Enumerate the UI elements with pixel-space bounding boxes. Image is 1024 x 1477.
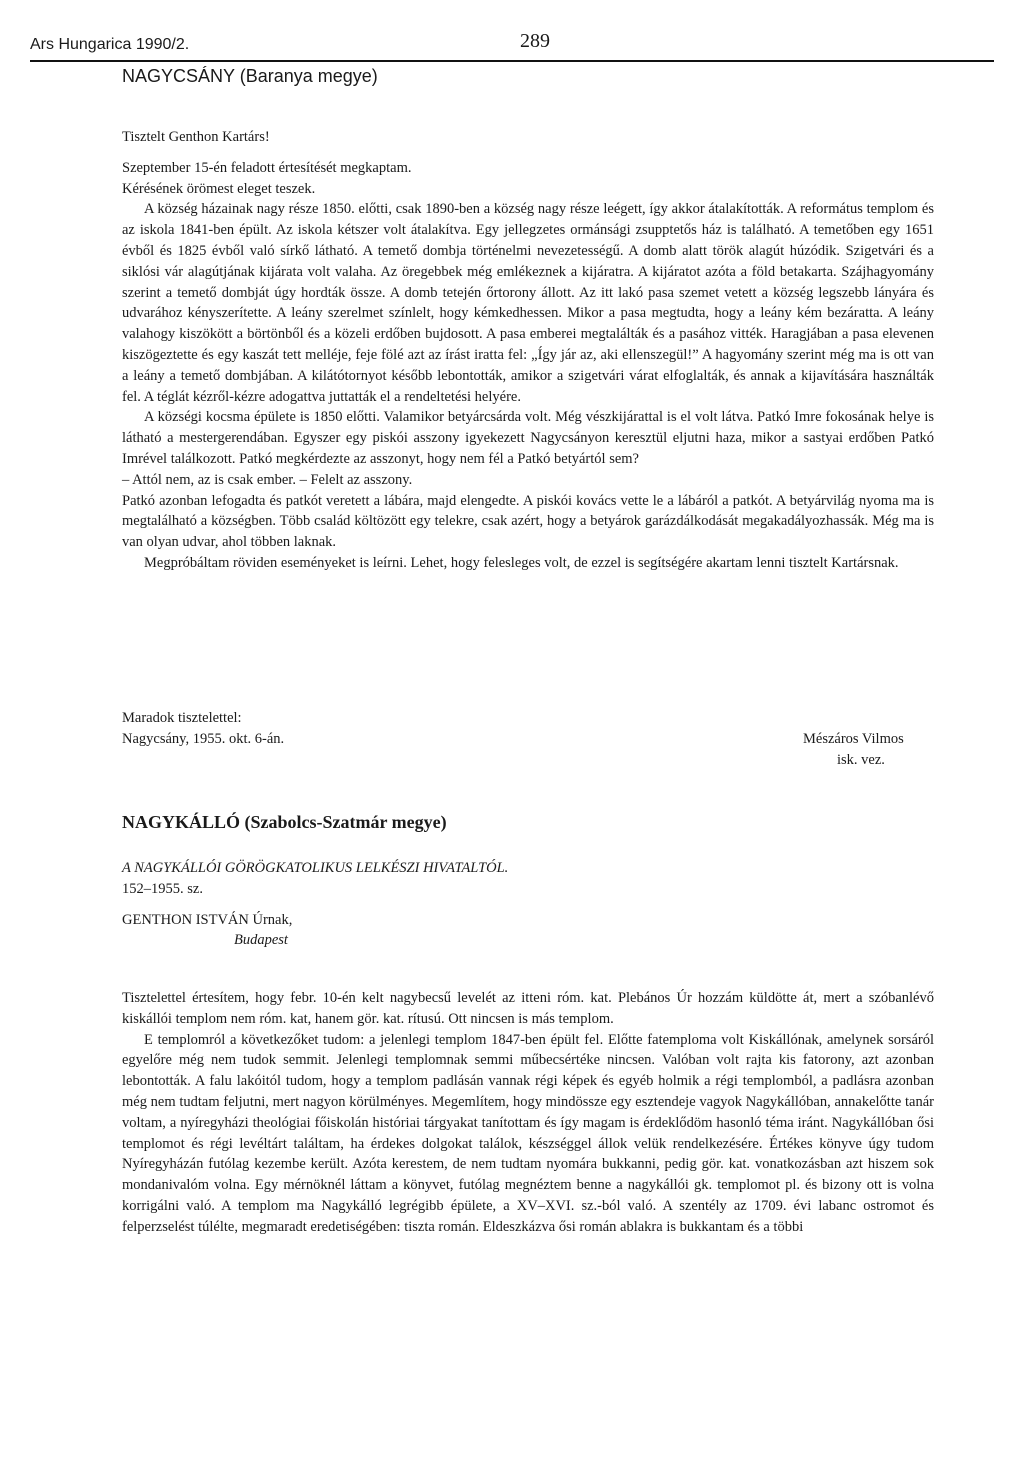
page-number: 289 — [520, 30, 550, 52]
letter-line: Kérésének örömest eleget teszek. — [122, 180, 316, 197]
addressee: GENTHON ISTVÁN Úrnak, — [122, 911, 293, 928]
dialog-line: – Attól nem, az is csak ember. – Felelt az asszony. — [122, 471, 413, 488]
section-title-nagykallo: NAGYKÁLLÓ (Szabolcs-Szatmár megye) — [122, 812, 447, 832]
signature-name: Mészáros Vilmos — [803, 730, 904, 747]
paragraph: A községi kocsma épülete is 1850 előtti. Valamikor betyárcsárda volt. Még vészkijárattal is el volt látva. Patkó Imre fokosának helye is látható a mestergerendában. Egyszer egy piskói asszony igyekezett Nagycsányon keresztül eljutni haza, mikor a sastyai erdőben Patkó Imrével találkozott. Patkó megkérdezte az asszonyt, hogy nem fél a Patkó betyártól sem? — [122, 409, 934, 467]
paragraph: Patkó azonban lefogadta és patkót veretett a lábára, majd elengedte. A piskói kovács vette le a lábáról a patkót. A betyárvilág nyoma ma is megtalálható a községben. Több család költözött egy telekre, csak azért, hogy a betyárok garázdálkodását megakadályozhassák. Még ma is van olyan udvar, ahol többen laknak. — [122, 492, 934, 551]
paragraph: A község házainak nagy része 1850. előtti, csak 1890-ben a község nagy része leégett, így akkor átalakították. A református templom és az iskola 1841-ben épült. Az iskola kétszer volt átalakítva. Egy jellegzetes ormánsági zsupptetős ház is található. A temetőben egy 1651 évből és 1825 évből való sírkő látható. A temető dombja történelmi nevezetességű. A domb alatt török alagút húzódik. Szigetvári és a siklósi vár alagútjának kijárata volt valaha. Az öregebbek még emlékeznek a kijáratra. A kijáratot azóta a föld betakarta. Szájhagyomány szerint a temető dombját úgy hordták össze. A domb tetején őrtorony állott. Az itt lakó pasa szemet vetett a község legszebb lányára és udvarához kényszerítette. A leány szerelmet színlelt, hogy kémkedhessen. Mikor a pasa megtudta, hogy a leány kém bezáratta. A leány valahogy kiszökött a börtönből és a közeli erdőben bujdosott. A pasa emberei megtalálták és a pasához vitték. Haragjában a pasa elevenen kiszögeztette és egy kaszát tett melléje, feje fölé azt az írást iratta fel: „Így jár az, aki ellenszegül!” A hagyomány szerint még ma is ott van a leány a temető dombjában. A kilátótornyot később lebontották, amikor a szigetvári várat elfoglalták, és annak a kijavítására használták fel. A téglát kézről-kézre adogattva juttatták el a rendeltetési helyére. — [122, 201, 934, 405]
salutation: Tisztelt Genthon Kartárs! — [122, 129, 270, 145]
letter-nagykallo — [122, 988, 934, 1238]
issuing-office: A NAGYKÁLLÓI GÖRÖGKATOLIKUS LELKÉSZI HIVATALTÓL. — [122, 860, 509, 876]
reference-number: 152–1955. sz. — [122, 880, 203, 897]
addressee-city: Budapest — [234, 932, 288, 949]
signature-title: isk. vez. — [837, 751, 885, 768]
paragraph: Tisztelettel értesítem, hogy febr. 10-én kelt nagybecsű levelét az itteni róm. kat. Plebános Úr hozzám küldötte át, mert a szóbanlévő kiskállói templom nem róm. kat, hanem gör. kat. rítusú. Ott nincsen is más templom. — [122, 990, 934, 1027]
letter-heading-nagykallo — [122, 858, 934, 951]
letter-nagycsany — [122, 127, 934, 574]
paragraph: Megpróbáltam röviden eseményeket is leírni. Lehet, hogy felesleges volt, de ezzel is segítségére akartam lenni tisztelt Kartársnak. — [144, 554, 899, 571]
place-date: Nagycsány, 1955. okt. 6-án. — [122, 730, 285, 747]
paragraph: E templomról a következőket tudom: a jelenlegi templom 1847-ben épült fel. Előtte fatemploma volt Kiskállónak, amelynek sorsáról egyelőre még nem tudok semmit. Jelenlegi templomnak semmi műbecsértéke nincsen. Valóban volt rajta kis fatorony, azt azonban lebontották. A falu lakóitól tudom, hogy a templom padlásán vannak régi képek és egyéb holmik a régi templomból, a padlásra azonban még nem tudtam feljutni, mert nagyon körülményes. Megemlítem, hogy mindössze egy esztendeje vagyok Nagykállóban, annakelőtte tanár voltam, a nyíregyházi theológiai főiskolán históriai tárgyakat tanítottam és így magam is érdeklődöm hasonló téma iránt. Nagykállóban ősi templomot és régi levéltárt találtam, ha érdekes dolgokat találok, készséggel állok velük rendelkezésére. Értékes könyve úgy tudom Nyíregyházán futólag kezembe került. Azóta kerestem, de nem tudtam nyomára bukkanni, pedig gör. kat. vonatkozásban azt hiszem sok mondanivalóm volna. Egy mérnöknél láttam a könyvet, futólag megnéztem benne a nagykállói gk. templomot pl. és bizony ott is volna korrigálni való. A templom ma Nagykálló legrégibb épülete, a XV–XVI. sz.-ból való. A szentély az 1709. évi labanc ostromot és felperzselést túlélte, megmaradt eredetiségében: tiszta román. Eldeszkázva ősi román ablakra is bukkantam és a többi — [122, 1031, 934, 1235]
journal-title: Ars Hungarica 1990/2. — [30, 36, 190, 53]
closing-line: Maradok tisztelettel: — [122, 710, 242, 726]
section-title-nagycsany: NAGYCSÁNY (Baranya megye) — [122, 66, 378, 86]
letter-line: Szeptember 15-én feladott értesítését megkaptam. — [122, 159, 412, 176]
running-header — [30, 30, 994, 62]
signoff-block — [122, 708, 934, 770]
